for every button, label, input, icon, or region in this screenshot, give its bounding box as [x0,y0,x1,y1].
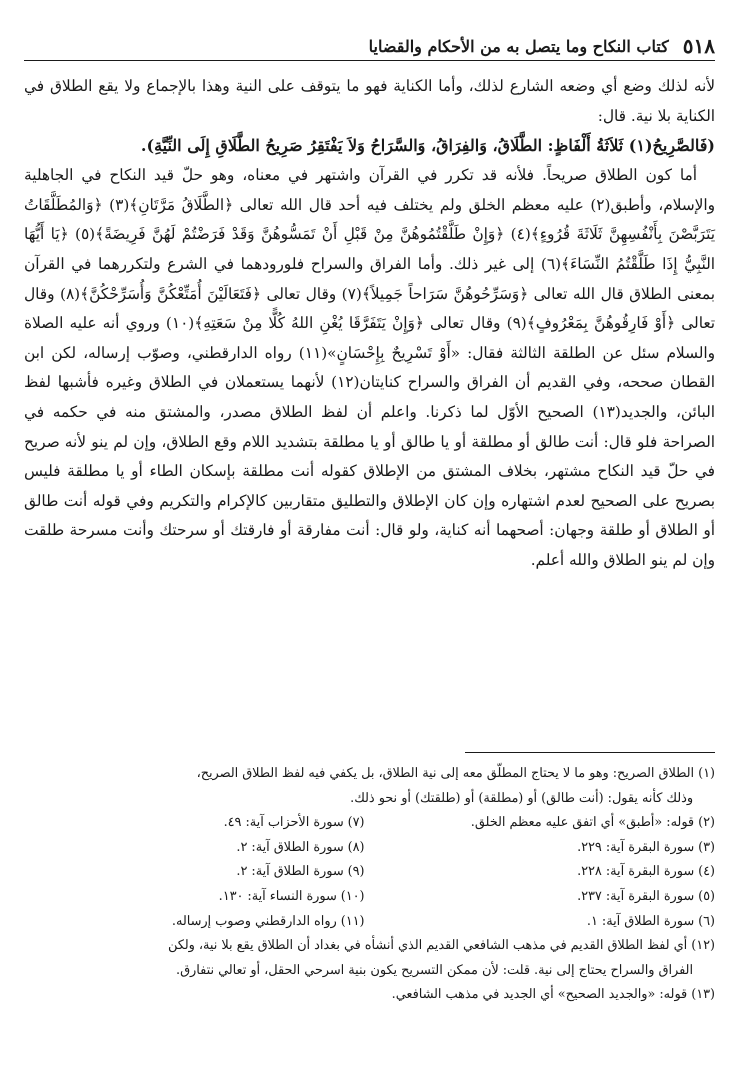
footnote-12: (١٢) أي لفظ الطلاق القديم في مذهب الشافعي القديم الذي أنشأه في بغداد أن الطلاق يقع بلا نية، ولكن [167,938,715,954]
footnote-separator [465,752,715,753]
footnote-grid [24,811,715,934]
footnote-3: (٣) سورة البقرة آية: ٢٢٩. [577,839,715,855]
footnote-12-cont: الفراق والسراح يحتاج إلى نية. قلت: لأن ممكن التسريح يكون بنية اسرحي الحقل، أو تعالي نتفارق. [176,962,693,978]
footnote-9: (٩) سورة الطلاق آية: ٢. [236,864,365,880]
paragraph-intro: لأنه لذلك وضع أي وضعه الشارع لذلك، وأما الكناية فهو ما يتوقف على النية وهذا بالإجماع ولا يقع الطلاق في الكناية بلا نية. قال: [24,77,715,125]
footnote-2: (٢) قوله: «أطبق» أي اتفق عليه معظم الخلق. [470,815,715,831]
chapter-title: كتاب النكاح وما يتصل به من الأحكام والقضايا [368,36,669,56]
footnote-6: (٦) سورة الطلاق آية: ١. [586,913,715,929]
footnote-10: (١٠) سورة النساء آية: ١٣٠. [218,888,365,904]
footnotes [24,762,715,1008]
paragraph-commentary: أما كون الطلاق صريحاً. فلأنه قد تكرر في القرآن واشتهر في معناه، وهو حلّ قيد النكاح في الجاهلية والإسلام، وأطبق(٢) عليه معظم الخلق ولم يختلف فيه أحد قال الله تعالى ﴿الطَّلَاقُ مَرَّتَانِ﴾(٣) ﴿وَالمُطَلَّقَاتُ يَتَرَبَّصْنَ بِأَنْفُسِهِنَّ ثَلَاثَةَ قُرُوءٍ﴾(٤) ﴿وَإِنْ طَلَّقْتُمُوهُنَّ مِنْ قَبْلِ أَنْ تَمَسُّوهُنَّ وَقَدْ فَرَضْتُمْ لَهُنَّ فَرِيضَةً﴾(٥) ﴿يَا أَيُّهَا النَّبِيُّ إِذَا طَلَّقْتُمُ النِّسَاءَ﴾(٦) إلى غير ذلك. وأما الفراق والسراح فلورودهما في الشرع ولتكررهما في القرآن بمعنى الطلاق قال الله تعالى ﴿وَسَرِّحُوهُنَّ سَرَاحاً جَمِيلاً﴾(٧) وقال تعالى ﴿فَتَعَالَيْنَ أُمَتِّعْكُنَّ وَأُسَرِّحْكُنَّ﴾(٨) وقال تعالى ﴿أَوْ فَارِقُوهُنَّ بِمَعْرُوفٍ﴾(٩) وقال تعالى ﴿وَإِنْ يَتَفَرَّقَا يُغْنِ اللهُ كُلًّا مِنْ سَعَتِهِ﴾(١٠) وروي أنه عليه الصلاة والسلام سئل عن الطلقة الثالثة فقال: «أَوْ تَسْرِيحٌ بِإِحْسَانٍ»(١١) رواه الدارقطني، وصوّب إرساله، لكن ابن القطان صححه، وفي القديم أن الفراق والسراح كنايتان(١٢) لأنهما يستعملان في الطلاق وغيره فأشبها لفظ البائن، والجديد(١٣) الصحيح الأوّل لما ذكرنا. واعلم أن لفظ الطلاق مصدر، والمشتق منه في حكمه في الصراحة فلو قال: أنت طالق أو مطلقة أو يا طالق أو يا مطلقة بتشديد اللام وقع الطلاق، وإن لم ينو لأنه صريح في حلّ قيد النكاح مشتهر، بخلاف المشتق من الإطلاق كقوله أنت مطلقة بإسكان الطاء أو يا مطلقة فليس بصريح على الصحيح لعدم اشتهاره وإن كان الإطلاق والتطليق متقاربين كالإكرام والتكريم وفي قوله أنت طالق أو الطلاق أو طلقة وجهان: أصحهما أنه كناية، ولو قال: أنت مفارقة أو فارقتك أو سرحتك وأنت مسرحة طلقت وإن لم ينو الطلاق والله أعلم. [24,166,716,569]
footnote-5: (٥) سورة البقرة آية: ٢٣٧. [577,888,715,904]
footnote-1-cont: وذلك كأنه يقول: (أنت طالق) أو (مطلقة) أو (طلقتك) أو نحو ذلك. [350,790,693,806]
footnote-7: (٧) سورة الأحزاب آية: ٤٩. [223,815,365,831]
footnote-13: (١٣) قوله: «والجديد الصحيح» أي الجديد في مذهب الشافعي. [391,987,715,1003]
footnote-8: (٨) سورة الطلاق آية: ٢. [236,839,365,855]
main-text [24,72,715,576]
footnote-4: (٤) سورة البقرة آية: ٢٢٨. [577,864,715,880]
footnote-11: (١١) رواه الدارقطني وصوب إرساله. [171,913,365,929]
footnote-1: (١) الطلاق الصريح: وهو ما لا يحتاج المطلّق معه إلى نية الطلاق، بل يكفي فيه لفظ الطلاق الصريح، [196,766,715,781]
page-number: ٥١٨ [682,34,715,58]
running-header [24,32,715,61]
matn-quote: (فَالصَّرِيحُ(١) ثَلاَثَةُ أَلْفَاظٍ: الطَّلَاقُ، وَالفِرَاقُ، وَالسَّرَاحُ وَلاَ يَفْتَقِرُ صَرِيحُ الطَّلَاقِ إِلَى النِّيَّةِ). [140,136,715,156]
